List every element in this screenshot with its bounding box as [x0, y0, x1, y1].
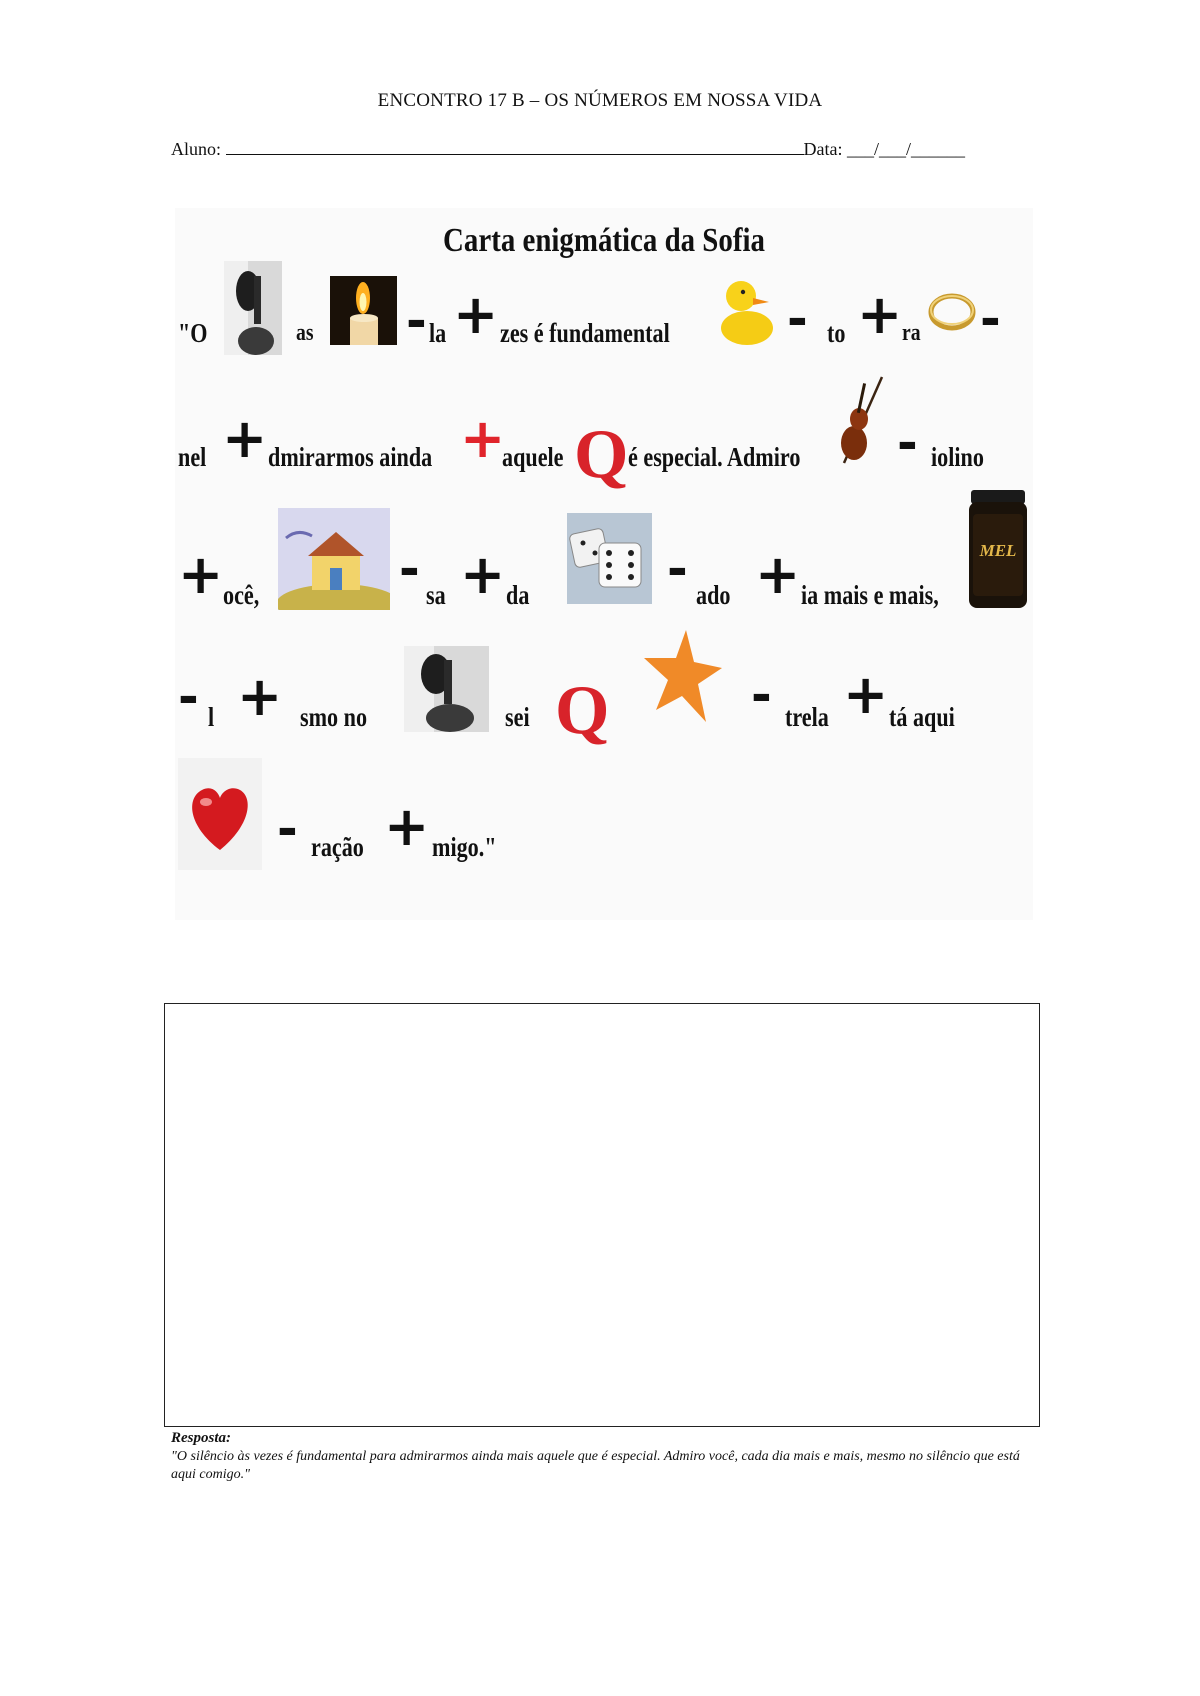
word: migo." [432, 832, 497, 862]
answer-label: Resposta: [171, 1430, 231, 1446]
student-name-field[interactable] [226, 138, 804, 155]
minus-operator: - [399, 540, 420, 598]
minus-operator: - [897, 414, 918, 472]
word: ado [696, 580, 731, 610]
plus-operator: + [755, 543, 801, 606]
word: ia mais e mais, [801, 580, 939, 610]
rebus-puzzle [175, 208, 1033, 920]
word: é especial. Admiro [628, 442, 801, 472]
silence-gesture-icon [404, 646, 489, 732]
date-field[interactable]: ___/___/______ [847, 139, 966, 159]
word: dmirarmos ainda [268, 442, 433, 472]
word: tá aqui [889, 702, 955, 732]
word: to [827, 318, 846, 348]
plus-operator: + [222, 407, 268, 470]
word: nel [178, 442, 207, 472]
jar-label: MEL [979, 541, 1017, 560]
star-icon [642, 628, 722, 724]
word: as [296, 320, 314, 346]
plus-operator: + [178, 543, 224, 606]
dice-icon [567, 513, 652, 604]
house-icon [278, 508, 390, 610]
letter-q: Q [574, 416, 629, 493]
candle-icon [330, 276, 397, 345]
drawing-answer-box[interactable] [164, 1003, 1040, 1427]
minus-operator: - [980, 290, 1001, 348]
minus-operator: - [751, 666, 772, 724]
heart-icon [178, 758, 262, 870]
rubber-duck-icon [717, 274, 777, 348]
puzzle-title: Carta enigmática da Sofia [443, 222, 765, 259]
word: zes é fundamental [500, 318, 670, 348]
honey-jar-icon [969, 490, 1027, 610]
word: la [429, 318, 447, 348]
minus-operator: - [406, 292, 427, 350]
page-title: ENCONTRO 17 B – OS NÚMEROS EM NOSSA VIDA [377, 90, 823, 111]
letter-q: Q [555, 672, 610, 749]
word: iolino [931, 442, 984, 472]
ring-icon [928, 292, 976, 332]
word: sa [426, 580, 446, 610]
word: smo no [300, 702, 368, 732]
minus-operator: - [667, 540, 688, 598]
minus-operator: - [178, 668, 199, 726]
plus-operator: + [843, 663, 889, 726]
student-info-line [171, 138, 965, 160]
word: aquele [502, 442, 564, 472]
word: sei [505, 702, 530, 732]
word: da [506, 580, 530, 610]
answer-text: "O silêncio às vezes é fundamental para admirarmos ainda mais aquele que é especial. Admiro você, cada dia mais e mais, mesmo no silêncio que está aqui comigo." [171, 1449, 1020, 1482]
word: ra [902, 320, 921, 346]
plus-operator: + [453, 283, 499, 346]
plus-operator: + [857, 283, 903, 346]
violin-icon [832, 373, 890, 471]
plus-operator: + [237, 665, 283, 728]
student-label: Aluno: [171, 139, 222, 159]
word: ração [311, 832, 364, 862]
minus-operator: - [787, 290, 808, 348]
word: "O [178, 318, 208, 348]
word: l [208, 702, 215, 732]
minus-operator: - [277, 800, 298, 858]
silence-gesture-icon [224, 261, 282, 355]
plus-operator: + [384, 795, 430, 858]
word: ocê, [223, 580, 260, 610]
plus-operator: + [460, 543, 506, 606]
word: trela [785, 702, 829, 732]
date-label: Data: [803, 139, 843, 159]
plus-operator: + [460, 407, 506, 470]
